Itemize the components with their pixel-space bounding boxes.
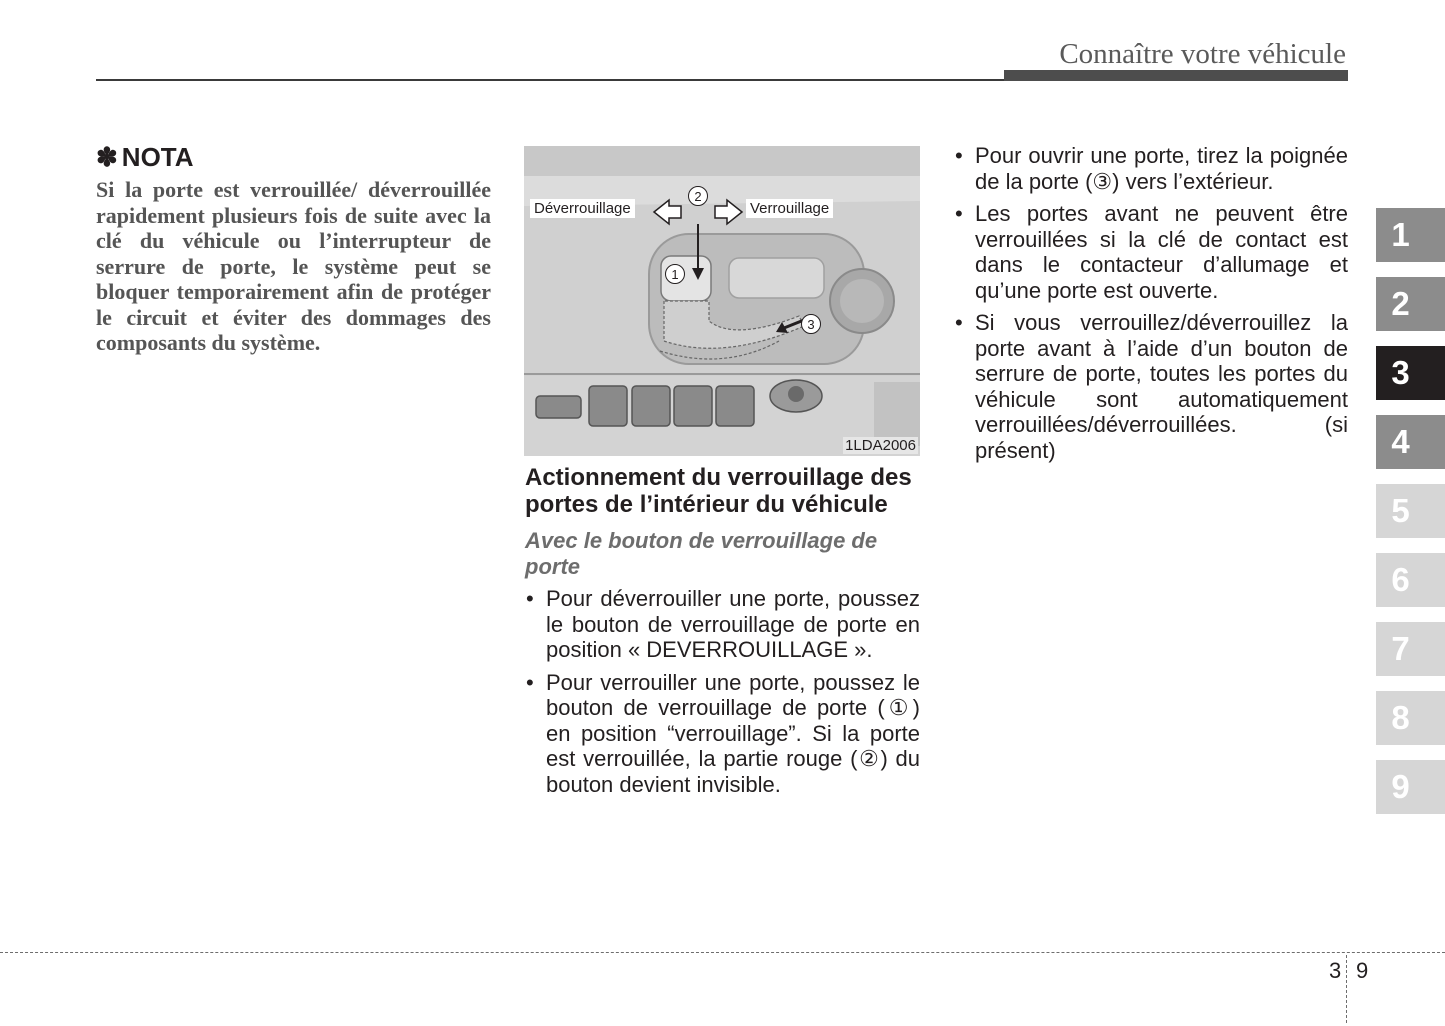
footer-rule [0, 952, 1445, 953]
bullet-list-right [954, 143, 1348, 463]
door-lock-illustration [524, 146, 920, 456]
chapter-tab-6[interactable]: 6 [1376, 553, 1445, 607]
chapter-tabs [1376, 208, 1445, 829]
chapter-tab-1[interactable]: 1 [1376, 208, 1445, 262]
lock-label: Verrouillage [746, 199, 833, 218]
chapter-tab-4[interactable]: 4 [1376, 415, 1445, 469]
nota-heading [96, 142, 491, 173]
callout-2: 2 [688, 186, 708, 206]
chapter-tab-2[interactable]: 2 [1376, 277, 1445, 331]
section-column-right [954, 143, 1348, 470]
chapter-tab-9[interactable]: 9 [1376, 760, 1445, 814]
section-column-middle [525, 464, 920, 804]
list-item: • Si vous verrouillez/déverrouillez la porte avant à l’aide d’un bouton de serrure de porte, toutes les portes du véhicule sont automatiquement verrouillées/déverrouillées. (si présent) [955, 310, 1348, 463]
callout-1: 1 [665, 264, 685, 284]
callout-3: 3 [801, 314, 821, 334]
door-panel-drawing [524, 146, 920, 456]
page-number-separator [1346, 955, 1347, 1023]
chapter-tab-3[interactable]: 3 [1376, 346, 1445, 400]
page-header-title: Connaître votre véhicule [1059, 38, 1346, 70]
chapter-tab-5[interactable]: 5 [1376, 484, 1445, 538]
unlock-label: Déverrouillage [530, 199, 635, 218]
list-item: • Les portes avant ne peuvent être verrouillées si la clé de contact est dans le contacteur d’allumage et qu’une porte est ouverte. [955, 201, 1348, 303]
section-subtitle: Avec le bouton de verrouillage de porte [525, 528, 878, 579]
chapter-tab-7[interactable]: 7 [1376, 622, 1445, 676]
page-number: 9 [1356, 958, 1369, 983]
section-title: Actionnement du verrouillage des portes de l’intérieur du véhicule [525, 464, 912, 518]
list-item: • Pour déverrouiller une porte, poussez le bouton de verrouillage de porte en position « DEVERROUILLAGE ». [526, 586, 920, 662]
page-chapter-number: 3 [1329, 958, 1342, 983]
header-rule [96, 79, 1005, 81]
chapter-tab-8[interactable]: 8 [1376, 691, 1445, 745]
asterisk-icon: ✽ [96, 142, 118, 172]
list-item: • Pour verrouiller une porte, poussez le bouton de verrouillage de porte (①) en position “verrouillage”. Si la porte est verrouillée, la partie rouge (②) du bouton devient invisible. [526, 669, 920, 797]
figure-code: 1LDA2006 [845, 437, 916, 454]
nota-body: Si la porte est verrouillée/ déverrouillée rapidement plusieurs fois de suite avec la clé du véhicule ou l’interrupteur de serrure de porte, le système peut se bloquer temporairement afin de protéger le circuit et éviter des dommages des composants du système. [96, 177, 491, 355]
list-item: • Pour ouvrir une porte, tirez la poignée de la porte (③) vers l’extérieur. [955, 143, 1348, 194]
nota-title: NOTA [121, 142, 194, 172]
nota-section [96, 142, 491, 356]
header-bar [1004, 70, 1348, 81]
bullet-list-middle [525, 586, 920, 797]
